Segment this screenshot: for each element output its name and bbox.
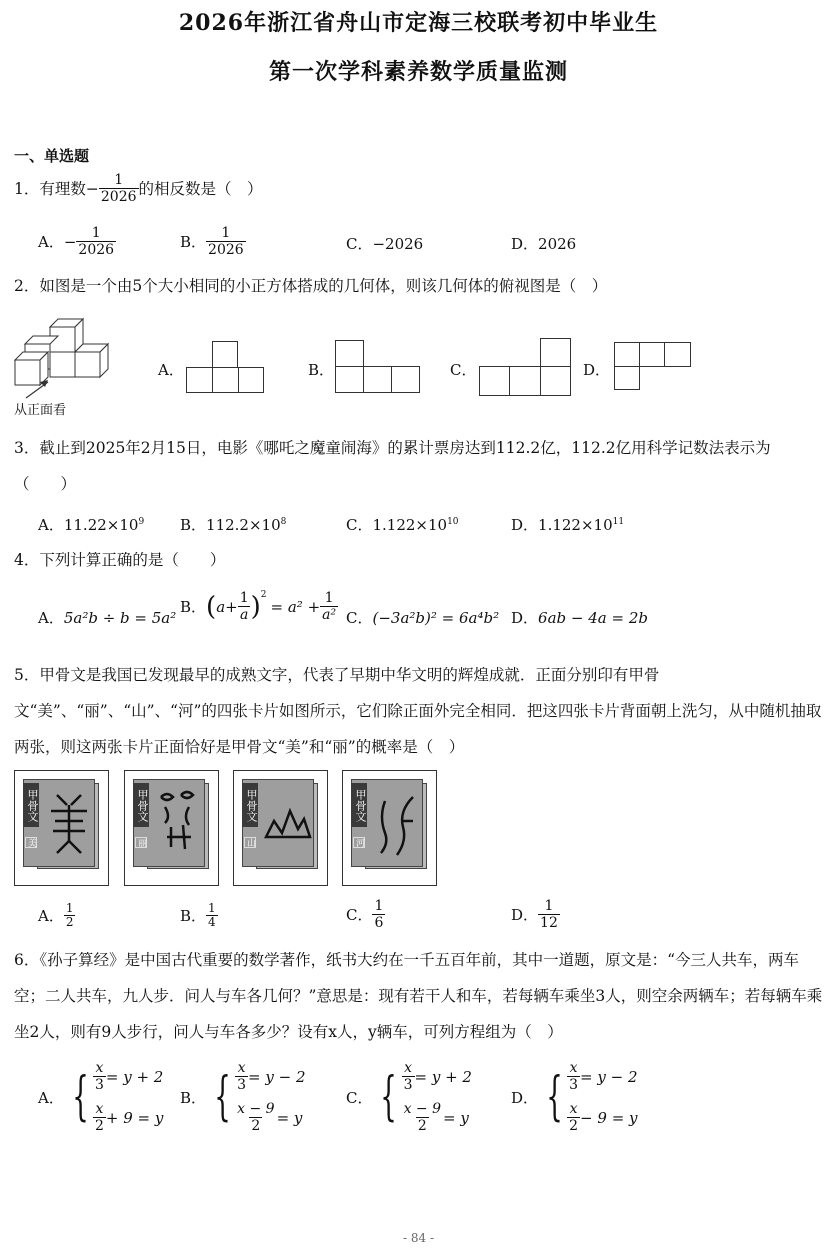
q1-option-c[interactable]: C．−2026 (346, 235, 424, 253)
q4-option-b[interactable]: B． ( a+ $\frac{1}{a}$ ) $^2$ = a² + $\frac{1}{\text{a²}}$ (180, 590, 337, 623)
card-header: 甲骨文 (242, 783, 258, 827)
q2-option-d-figure[interactable] (614, 342, 691, 390)
q3-option-a[interactable]: A．$11.22\times 10^9$ (38, 516, 145, 534)
cube-figure (10, 312, 115, 402)
q5-option-c[interactable]: C． $\frac{1}{6}$ (346, 898, 384, 931)
q2-option-c-label[interactable]: C． (450, 361, 477, 379)
q1-option-b[interactable]: B． $\frac{1}{2026}$ (180, 225, 244, 258)
question-3: 3．截止到2025年2月15日，电影《哪吒之魔童闹海》的累计票房达到112.2亿，112.2亿用科学记数法表示为（ ） (14, 439, 771, 493)
q1-option-a[interactable]: A． − $\frac{1}{2026}$ (38, 225, 115, 258)
q4-option-a[interactable]: A．5a²b ÷ b = 5a² (38, 609, 177, 627)
question-5: 5．甲骨文是我国已发现最早的成熟文字，代表了早期中华文明的辉煌成就．正面分别印有甲骨文“美”、“丽”、“山”、“河”的四张卡片如图所示，它们除正面外完全相同．把这四张卡片背面朝上洗匀，从中随机抽取两张，则这两张卡片正面恰好是甲骨文“美”和“丽”的概率是（ ） (14, 666, 822, 756)
q5-option-d[interactable]: D． $\frac{1}{12}$ (511, 898, 558, 931)
q1-text-before: 1．有理数 (14, 179, 86, 198)
card-header: 甲骨文 (23, 783, 39, 827)
q5-option-b[interactable]: B． $\frac{1}{4}$ (180, 901, 216, 929)
q6-option-c[interactable]: C． { $\frac{x}{3}$ = y + 2 $\frac{x - 9}{2}$ = y (346, 1060, 472, 1134)
card-label-mei: 美 (26, 838, 36, 847)
glyph-shan (264, 805, 312, 845)
section-heading: 一、单选题 (14, 147, 90, 165)
question-6: 6．《孙子算经》是中国古代重要的数学著作，纸书大约在一千五百年前，其中一道题，原文是：“今三人共车，两车空；二人共车，九人步．问人与车各几何？”意思是：现有若干人和车，若每辆车乘坐3人，则空余两辆车；若每辆车乘坐2人，则有9人步行，问人与车各多少？设有x人，y辆车，可列方程组为（ ） (14, 951, 823, 1041)
q6-option-b[interactable]: B． { $\frac{x}{3}$ = y − 2 $\frac{x - 9}{2}$ = y (180, 1060, 306, 1134)
q2-option-d-label[interactable]: D． (583, 361, 611, 379)
q4-option-d[interactable]: D．6ab − 4a = 2b (511, 609, 648, 627)
q2-option-b-label[interactable]: B． (308, 361, 335, 379)
question-4: 4．下列计算正确的是（ ） (14, 551, 226, 569)
figure-caption: 从正面看 (14, 403, 67, 418)
glyph-he (375, 791, 419, 857)
card-header: 甲骨文 (351, 783, 367, 827)
q2-option-c-figure[interactable] (479, 338, 571, 396)
q1-text-after: 的相反数是（ ） (138, 179, 263, 198)
question-2: 2．如图是一个由5个大小相同的小正方体搭成的几何体，则该几何体的俯视图是（ ） (14, 277, 608, 295)
title-line-1: 2026年浙江省舟山市定海三校联考初中毕业生 (178, 10, 659, 36)
q5-option-a[interactable]: A． $\frac{1}{2}$ (38, 901, 74, 929)
card-label-li: 丽 (136, 838, 146, 847)
card-li (124, 770, 219, 886)
q3-option-b[interactable]: B．$112.2\times 10^8$ (180, 516, 287, 534)
glyph-mei (47, 791, 91, 857)
q1-option-d[interactable]: D．2026 (511, 235, 577, 253)
q2-option-a-figure[interactable] (186, 341, 264, 393)
q3-option-d[interactable]: D．$1.122\times 10^{11}$ (511, 516, 625, 534)
q4-option-c[interactable]: C．(−3a²b)² = 6a⁴b² (346, 609, 500, 627)
card-header: 甲骨文 (133, 783, 149, 827)
q6-option-d[interactable]: D． { $\frac{x}{3}$ = y − 2 $\frac{x}{2}$ − 9 = y (511, 1060, 638, 1134)
glyph-li (157, 789, 201, 855)
title-line-2: 第一次学科素养数学质量监测 (268, 59, 568, 85)
q1-fraction: $\frac{1}{2026}$ (100, 172, 137, 205)
q2-option-a-label[interactable]: A． (158, 361, 184, 379)
q6-option-a[interactable]: A． { $\frac{x}{3}$ = y + 2 $\frac{x}{2}$ + 9 = y (38, 1060, 164, 1134)
card-label-shan: 山 (245, 838, 255, 847)
card-shan (233, 770, 328, 886)
question-1: 1．有理数 − $\frac{1}{2026}$ 的相反数是（ ） (14, 172, 263, 205)
page-number: - 84 - (402, 1231, 434, 1245)
q2-option-b-figure[interactable] (335, 340, 420, 393)
q3-option-c[interactable]: C．$1.122\times 10^{10}$ (346, 516, 459, 534)
card-label-he: 河 (354, 838, 364, 847)
card-he (342, 770, 437, 886)
card-mei (14, 770, 109, 886)
